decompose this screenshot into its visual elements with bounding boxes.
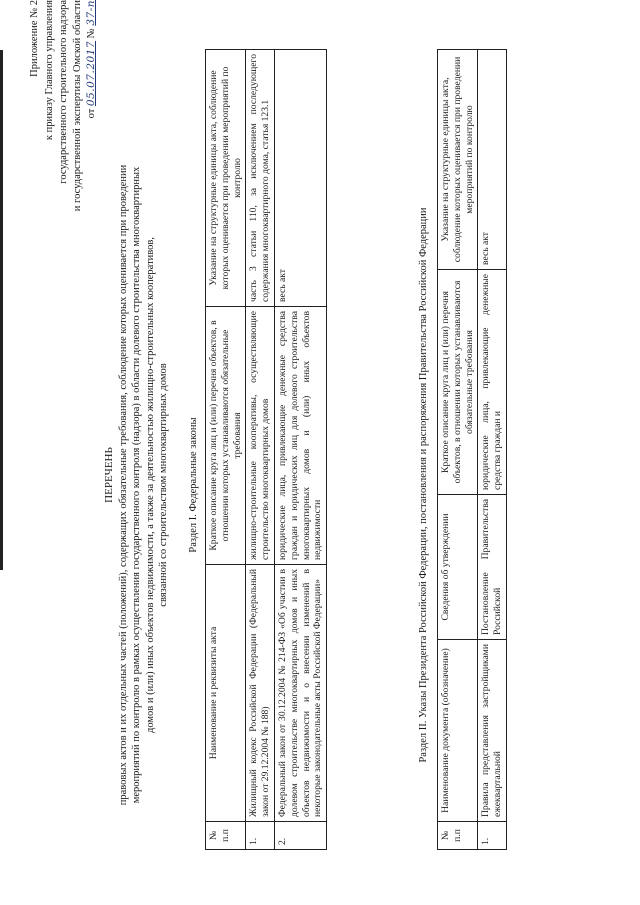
handwritten-number: 37-п [85,0,97,26]
section-1-title: Раздел I. Федеральные законы [188,417,199,553]
column-header-act-name: Наименование и реквизиты акта [206,565,246,822]
approval-info: Постановление Правительства Российской [478,495,507,640]
structural-units: часть 3 статьи 110, за исключением последующего содержания многоквартирного дома, статья 123.1 [246,50,275,307]
subtitle-line: правовых актов и их отдельных частей (положений), содержащих обязательные требования, соблюдение которых оценивается при проведении [118,164,129,806]
section-1-table [205,49,327,850]
column-header-units: Указание на структурные единицы акта, соблюдение которых оценивается при проведении мероприятий по контролю [206,50,246,307]
row-number: 1. [246,822,275,850]
subtitle-line: мероприятий по контролю в рамках осуществления государственного контроля (надзора) в области долевого строительства многоквартирных [131,166,143,804]
column-header-units: Указание на структурные единицы акта, соблюдение которых оценивается при проведении мероприятий по контролю [438,50,478,270]
structural-units: весь акт [478,50,507,270]
row-number: 1. [478,822,507,850]
appendix-authority-line-2: и государственной экспертизы Омской области [72,0,83,212]
appendix-title: Приложение № 2 [29,0,40,77]
appendix-authority-line: государственного строительного надзора [58,0,69,184]
table-header-row [206,50,246,850]
table-header-row [438,50,478,850]
act-name: Жилищный кодекс Российской Федерации (Федеральный закон от 29.12.2004 № 188) [246,565,275,822]
section-2-table [437,49,507,850]
row-number: 2. [274,822,326,850]
document-name: Правила представления застройщиками ежеквартальной [478,640,507,822]
column-header-approval: Сведения об утверждении [438,495,478,640]
subtitle-line: домов и (или) иных объектов недвижимости, а также за деятельностью жилищно-строительных кооперативов, [144,236,156,734]
structural-units: весь акт [274,50,326,307]
act-name: Федеральный закон от 30.12.2004 № 214-ФЗ «Об участии в долевом строительстве многоквартирных домов и иных объектов недвижимости и о внесении изменений в некоторые законодательные акты Российской Федерации» [274,565,326,822]
appendix-order-line: к приказу Главного управления [44,0,55,141]
scope-description: юридические лица, привлекающие денежные средства граждан и юридических лиц для долевого строительства многоквартирных домов и (или) иных объектов недвижимости [274,307,326,565]
column-header-document-name: Наименование документа (обозначение) [438,640,478,822]
appendix-date-line [85,0,99,118]
scope-description: юридические лица, привлекающие денежные средства граждан и [478,270,507,495]
column-header-scope: Краткое описание круга лиц и (или) перечня объектов, в отношении которых устанавливаются обязательные требования [206,307,246,565]
subtitle-line: связанной со строительством многоквартирных домов [158,363,170,607]
table-row [246,50,275,850]
number-prefix: № [86,28,97,39]
table-row [274,50,326,850]
handwritten-date: 05.07.2017 [85,40,97,107]
document-title: ПЕРЕЧЕНЬ [103,447,115,503]
column-header-number: № п.п [438,822,478,850]
date-prefix: от [86,108,97,119]
column-header-number: № п.п [206,822,246,850]
document-subtitle [117,105,171,865]
scope-description: жилищно-строительные кооперативы, осуществляющие строительство многоквартирных домов [246,307,275,565]
section-2-title: Раздел II. Указы Президента Российской Федерации, постановления и распоряжения Правительства Российской Федерации [418,207,429,763]
column-header-scope: Краткое описание круга лиц и (или) перечня объектов, в отношении которых устанавливаются обязательные требования [438,270,478,495]
table-row [478,50,507,850]
